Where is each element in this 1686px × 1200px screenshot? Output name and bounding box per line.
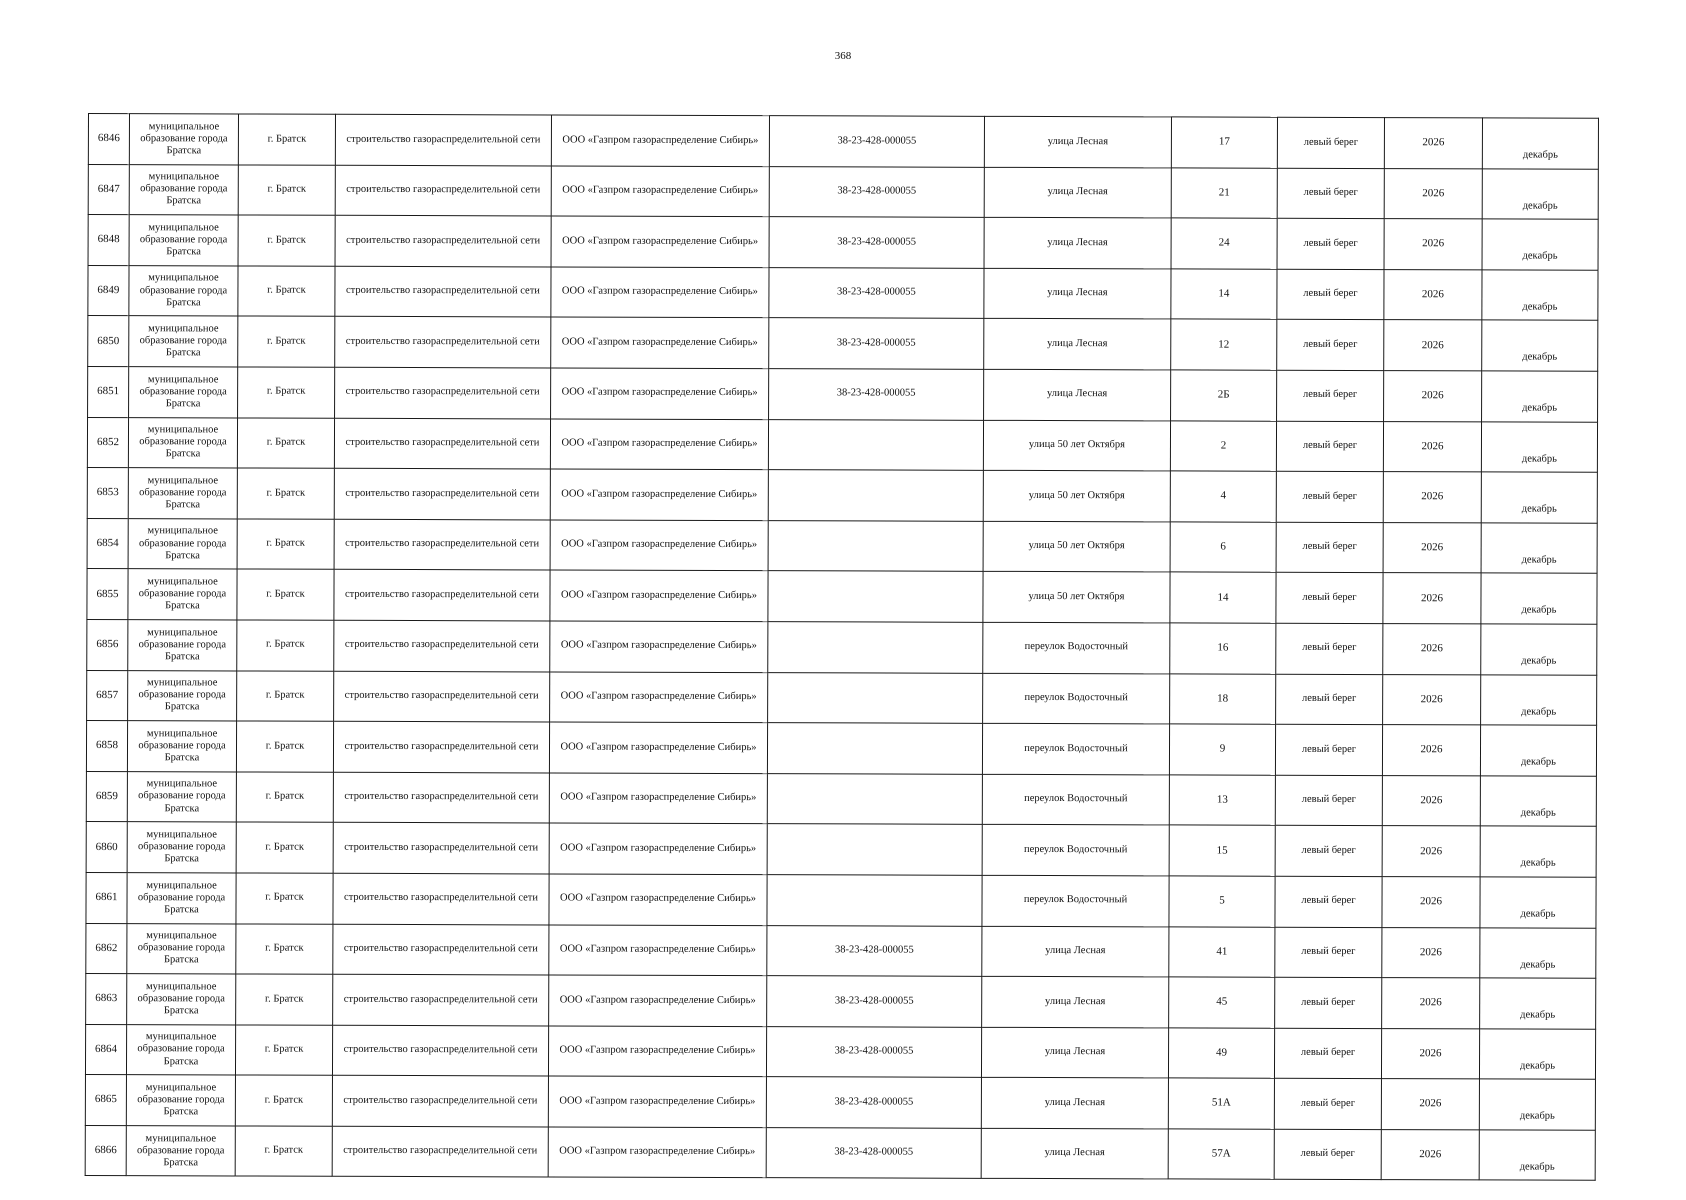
row-number-cell: 6862 [86, 923, 127, 974]
locality-cell: г. Братск [238, 266, 335, 317]
street-cell: улица Лесная [984, 369, 1171, 420]
year-cell: 2026 [1382, 978, 1480, 1029]
work-type-cell: строительство газораспределительной сети [335, 266, 551, 317]
gasification-table [85, 113, 1599, 1181]
house-number-cell: 4 [1170, 471, 1276, 522]
river-bank-cell: левый берег [1274, 1028, 1381, 1079]
work-type-cell: строительство газораспределительной сети [333, 924, 549, 975]
table-row [88, 215, 1598, 270]
row-number-cell: 6855 [87, 569, 128, 620]
table-row [85, 1075, 1595, 1130]
cadastral-number-cell: 38-23-428-000055 [766, 1026, 981, 1077]
month-cell: декабрь [1481, 472, 1597, 523]
river-bank-cell: левый берег [1275, 927, 1382, 978]
month-cell: декабрь [1482, 371, 1598, 422]
organization-cell: ООО «Газпром газораспределение Сибирь» [549, 823, 767, 874]
municipality-cell: муниципальное образование города Братска [129, 367, 238, 418]
street-cell: улица 50 лет Октября [983, 521, 1170, 572]
house-number-cell: 5 [1169, 876, 1275, 927]
row-number-cell: 6852 [87, 417, 128, 468]
work-type-cell: строительство газораспределительной сети [335, 317, 551, 368]
organization-cell: ООО «Газпром газораспределение Сибирь» [549, 722, 767, 773]
street-cell: улица Лесная [984, 167, 1171, 218]
house-number-cell: 9 [1169, 724, 1275, 775]
cadastral-number-cell: 38-23-428-000055 [766, 1128, 981, 1179]
organization-cell: ООО «Газпром газораспределение Сибирь» [551, 166, 769, 217]
year-cell: 2026 [1384, 371, 1482, 422]
year-cell: 2026 [1384, 118, 1482, 169]
month-cell: декабрь [1481, 674, 1597, 725]
year-cell: 2026 [1382, 876, 1480, 927]
row-number-cell: 6853 [87, 468, 128, 519]
house-number-cell: 17 [1171, 117, 1277, 168]
cadastral-number-cell: 38-23-428-000055 [767, 925, 982, 976]
organization-cell: ООО «Газпром газораспределение Сибирь» [550, 570, 768, 621]
street-cell: улица Лесная [981, 1128, 1168, 1179]
organization-cell: ООО «Газпром газораспределение Сибирь» [550, 671, 768, 722]
organization-cell: ООО «Газпром газораспределение Сибирь» [548, 1026, 766, 1077]
municipality-cell: муниципальное образование города Братска [127, 974, 236, 1025]
municipality-cell: муниципальное образование города Братска [128, 569, 237, 620]
cadastral-number-cell [768, 571, 983, 622]
municipality-cell: муниципальное образование города Братска [128, 468, 237, 519]
table-row [87, 468, 1597, 523]
organization-cell: ООО «Газпром газораспределение Сибирь» [551, 216, 769, 267]
work-type-cell: строительство газораспределительной сети [332, 1076, 548, 1127]
house-number-cell: 57А [1168, 1129, 1274, 1180]
month-cell: декабрь [1482, 168, 1598, 219]
river-bank-cell: левый берег [1275, 724, 1382, 775]
row-number-cell: 6849 [88, 265, 129, 316]
municipality-cell: муниципальное образование города Братска [128, 417, 237, 468]
cadastral-number-cell: 38-23-428-000055 [769, 217, 984, 268]
municipality-cell: муниципальное образование города Братска [127, 771, 236, 822]
municipality-cell: муниципальное образование города Братска [129, 316, 238, 367]
river-bank-cell: левый берег [1276, 623, 1383, 674]
river-bank-cell: левый берег [1276, 573, 1383, 624]
locality-cell: г. Братск [238, 165, 335, 216]
street-cell: переулок Водосточный [982, 723, 1169, 774]
locality-cell: г. Братск [235, 1075, 332, 1126]
work-type-cell: строительство газораспределительной сети [334, 519, 550, 570]
municipality-cell: муниципальное образование города Братска [128, 518, 237, 569]
work-type-cell: строительство газораспределительной сети [332, 1126, 548, 1177]
month-cell: декабрь [1482, 320, 1598, 371]
work-type-cell: строительство газораспределительной сети [334, 418, 550, 469]
locality-cell: г. Братск [236, 974, 333, 1025]
street-cell: улица 50 лет Октября [983, 572, 1170, 623]
river-bank-cell: левый берег [1276, 421, 1383, 472]
cadastral-number-cell: 38-23-428-000055 [769, 369, 984, 420]
municipality-cell: муниципальное образование города Братска [128, 670, 237, 721]
house-number-cell: 12 [1171, 319, 1277, 370]
street-cell: переулок Водосточный [983, 622, 1170, 673]
cadastral-number-cell [768, 672, 983, 723]
municipality-cell: муниципальное образование города Братска [128, 620, 237, 671]
organization-cell: ООО «Газпром газораспределение Сибирь» [549, 924, 767, 975]
table-row [88, 366, 1598, 421]
year-cell: 2026 [1383, 472, 1481, 523]
month-cell: декабрь [1480, 978, 1596, 1029]
table-row [86, 872, 1596, 927]
locality-cell: г. Братск [238, 114, 335, 165]
cadastral-number-cell: 38-23-428-000055 [767, 976, 982, 1027]
table-row [86, 822, 1596, 877]
municipality-cell: муниципальное образование города Братска [127, 923, 236, 974]
river-bank-cell: левый берег [1276, 674, 1383, 725]
street-cell: улица 50 лет Октября [983, 420, 1170, 471]
cadastral-number-cell [767, 723, 982, 774]
organization-cell: ООО «Газпром газораспределение Сибирь» [550, 469, 768, 520]
organization-cell: ООО «Газпром газораспределение Сибирь» [549, 874, 767, 925]
month-cell: декабрь [1479, 1130, 1595, 1181]
locality-cell: г. Братск [236, 822, 333, 873]
street-cell: улица Лесная [984, 268, 1171, 319]
house-number-cell: 51А [1168, 1078, 1274, 1129]
river-bank-cell: левый берег [1277, 370, 1384, 421]
river-bank-cell: левый берег [1276, 471, 1383, 522]
table-row [85, 1125, 1595, 1180]
municipality-cell: муниципальное образование города Братска [127, 822, 236, 873]
month-cell: декабрь [1480, 877, 1596, 928]
work-type-cell: строительство газораспределительной сети [333, 974, 549, 1025]
table-row [86, 923, 1596, 978]
house-number-cell: 49 [1168, 1028, 1274, 1079]
month-cell: декабрь [1480, 927, 1596, 978]
organization-cell: ООО «Газпром газораспределение Сибирь» [548, 1076, 766, 1127]
year-cell: 2026 [1381, 1028, 1479, 1079]
organization-cell: ООО «Газпром газораспределение Сибирь» [551, 317, 769, 368]
row-number-cell: 6859 [86, 771, 127, 822]
street-cell: переулок Водосточный [983, 673, 1170, 724]
locality-cell: г. Братск [238, 316, 335, 367]
month-cell: декабрь [1481, 421, 1597, 472]
month-cell: декабрь [1481, 624, 1597, 675]
house-number-cell: 18 [1170, 673, 1276, 724]
house-number-cell: 2Б [1171, 370, 1277, 421]
year-cell: 2026 [1383, 421, 1481, 472]
locality-cell: г. Братск [238, 215, 335, 266]
street-cell: переулок Водосточный [982, 825, 1169, 876]
locality-cell: г. Братск [237, 620, 334, 671]
municipality-cell: муниципальное образование города Братска [127, 873, 236, 924]
year-cell: 2026 [1383, 624, 1481, 675]
organization-cell: ООО «Газпром газораспределение Сибирь» [551, 368, 769, 419]
locality-cell: г. Братск [238, 367, 335, 418]
cadastral-number-cell: 38-23-428-000055 [769, 318, 984, 369]
house-number-cell: 14 [1170, 572, 1276, 623]
river-bank-cell: левый берег [1276, 522, 1383, 573]
table-row [86, 974, 1596, 1029]
table-row [86, 771, 1596, 826]
row-number-cell: 6863 [86, 974, 127, 1025]
organization-cell: ООО «Газпром газораспределение Сибирь» [550, 419, 768, 470]
table-row [87, 518, 1597, 573]
municipality-cell: муниципальное образование города Братска [129, 164, 238, 215]
locality-cell: г. Братск [236, 721, 333, 772]
work-type-cell: строительство газораспределительной сети [335, 367, 551, 418]
locality-cell: г. Братск [236, 772, 333, 823]
work-type-cell: строительство газораспределительной сети [333, 873, 549, 924]
municipality-cell: муниципальное образование города Братска [126, 1126, 235, 1177]
work-type-cell: строительство газораспределительной сети [332, 1025, 548, 1076]
organization-cell: ООО «Газпром газораспределение Сибирь» [551, 115, 769, 166]
river-bank-cell: левый берег [1277, 320, 1384, 371]
river-bank-cell: левый берег [1275, 876, 1382, 927]
street-cell: улица Лесная [984, 319, 1171, 370]
locality-cell: г. Братск [236, 923, 333, 974]
cadastral-number-cell [768, 470, 983, 521]
year-cell: 2026 [1383, 573, 1481, 624]
house-number-cell: 24 [1171, 218, 1277, 269]
locality-cell: г. Братск [237, 468, 334, 519]
year-cell: 2026 [1382, 826, 1480, 877]
row-number-cell: 6854 [87, 518, 128, 569]
cadastral-number-cell: 38-23-428-000055 [769, 166, 984, 217]
row-number-cell: 6865 [85, 1075, 126, 1126]
row-number-cell: 6857 [87, 670, 128, 721]
table-row [87, 417, 1597, 472]
locality-cell: г. Братск [237, 671, 334, 722]
year-cell: 2026 [1384, 320, 1482, 371]
river-bank-cell: левый берег [1274, 1129, 1381, 1180]
organization-cell: ООО «Газпром газораспределение Сибирь» [550, 621, 768, 672]
cadastral-number-cell: 38-23-428-000055 [769, 267, 984, 318]
house-number-cell: 13 [1169, 775, 1275, 826]
organization-cell: ООО «Газпром газораспределение Сибирь» [548, 1127, 766, 1178]
year-cell: 2026 [1384, 269, 1482, 320]
cadastral-number-cell [767, 773, 982, 824]
organization-cell: ООО «Газпром газораспределение Сибирь» [549, 975, 767, 1026]
row-number-cell: 6847 [88, 164, 129, 215]
organization-cell: ООО «Газпром газораспределение Сибирь» [549, 773, 767, 824]
house-number-cell: 45 [1169, 977, 1275, 1028]
month-cell: декабрь [1480, 776, 1596, 827]
work-type-cell: строительство газораспределительной сети [335, 165, 551, 216]
river-bank-cell: левый берег [1277, 117, 1384, 168]
house-number-cell: 14 [1171, 269, 1277, 320]
row-number-cell: 6850 [88, 316, 129, 367]
locality-cell: г. Братск [235, 1126, 332, 1177]
street-cell: улица Лесная [982, 926, 1169, 977]
work-type-cell: строительство газораспределительной сети [333, 823, 549, 874]
row-number-cell: 6864 [85, 1024, 126, 1075]
street-cell: улица 50 лет Октября [983, 470, 1170, 521]
locality-cell: г. Братск [235, 1025, 332, 1076]
row-number-cell: 6860 [86, 822, 127, 873]
page-number: 368 [834, 50, 852, 62]
year-cell: 2026 [1382, 725, 1480, 776]
locality-cell: г. Братск [237, 519, 334, 570]
row-number-cell: 6856 [87, 619, 128, 670]
street-cell: улица Лесная [981, 1078, 1168, 1129]
locality-cell: г. Братск [237, 418, 334, 469]
table-row [86, 721, 1596, 776]
river-bank-cell: левый берег [1274, 1079, 1381, 1130]
cadastral-number-cell [767, 824, 982, 875]
month-cell: декабрь [1480, 725, 1596, 776]
month-cell: декабрь [1480, 826, 1596, 877]
river-bank-cell: левый берег [1277, 218, 1384, 269]
work-type-cell: строительство газораспределительной сети [335, 215, 551, 266]
row-number-cell: 6851 [88, 366, 129, 417]
month-cell: декабрь [1479, 1029, 1595, 1080]
work-type-cell: строительство газораспределительной сети [333, 721, 549, 772]
table-row [87, 670, 1597, 725]
year-cell: 2026 [1384, 219, 1482, 270]
row-number-cell: 6858 [86, 721, 127, 772]
river-bank-cell: левый берег [1277, 269, 1384, 320]
street-cell: улица Лесная [984, 218, 1171, 269]
work-type-cell: строительство газораспределительной сети [335, 114, 551, 165]
row-number-cell: 6861 [86, 872, 127, 923]
municipality-cell: муниципальное образование города Братска [126, 1075, 235, 1126]
street-cell: улица Лесная [982, 976, 1169, 1027]
house-number-cell: 2 [1170, 420, 1276, 471]
cadastral-number-cell [767, 875, 982, 926]
river-bank-cell: левый берег [1275, 826, 1382, 877]
table-row [88, 265, 1598, 320]
year-cell: 2026 [1382, 927, 1480, 978]
table-row [88, 114, 1598, 169]
month-cell: декабрь [1479, 1079, 1595, 1130]
month-cell: декабрь [1482, 270, 1598, 321]
municipality-cell: муниципальное образование города Братска [127, 721, 236, 772]
house-number-cell: 16 [1170, 623, 1276, 674]
year-cell: 2026 [1381, 1129, 1479, 1180]
municipality-cell: муниципальное образование города Братска [126, 1024, 235, 1075]
cadastral-number-cell: 38-23-428-000055 [769, 116, 984, 167]
river-bank-cell: левый берег [1277, 168, 1384, 219]
month-cell: декабрь [1482, 118, 1598, 169]
year-cell: 2026 [1383, 674, 1481, 725]
locality-cell: г. Братск [237, 569, 334, 620]
work-type-cell: строительство газораспределительной сети [334, 620, 550, 671]
house-number-cell: 41 [1169, 926, 1275, 977]
table-row [88, 316, 1598, 371]
house-number-cell: 6 [1170, 522, 1276, 573]
work-type-cell: строительство газораспределительной сети [334, 570, 550, 621]
table-row [85, 1024, 1595, 1079]
municipality-cell: муниципальное образование города Братска [129, 215, 238, 266]
cadastral-number-cell [768, 520, 983, 571]
year-cell: 2026 [1382, 775, 1480, 826]
municipality-cell: муниципальное образование города Братска [129, 265, 238, 316]
table-body [85, 114, 1598, 1181]
house-number-cell: 21 [1171, 167, 1277, 218]
street-cell: переулок Водосточный [982, 875, 1169, 926]
table-row [88, 164, 1598, 219]
organization-cell: ООО «Газпром газораспределение Сибирь» [551, 267, 769, 318]
cadastral-number-cell [768, 419, 983, 470]
table-row [87, 619, 1597, 674]
cadastral-number-cell: 38-23-428-000055 [766, 1077, 981, 1128]
street-cell: улица Лесная [981, 1027, 1168, 1078]
work-type-cell: строительство газораспределительной сети [334, 468, 550, 519]
row-number-cell: 6846 [88, 114, 129, 165]
work-type-cell: строительство газораспределительной сети [334, 671, 550, 722]
month-cell: декабрь [1481, 573, 1597, 624]
year-cell: 2026 [1381, 1079, 1479, 1130]
month-cell: декабрь [1482, 219, 1598, 270]
year-cell: 2026 [1384, 168, 1482, 219]
year-cell: 2026 [1383, 522, 1481, 573]
table-row [87, 569, 1597, 624]
row-number-cell: 6848 [88, 215, 129, 266]
house-number-cell: 15 [1169, 825, 1275, 876]
organization-cell: ООО «Газпром газораспределение Сибирь» [550, 520, 768, 571]
river-bank-cell: левый берег [1275, 977, 1382, 1028]
street-cell: улица Лесная [984, 116, 1171, 167]
work-type-cell: строительство газораспределительной сети [333, 772, 549, 823]
month-cell: декабрь [1481, 523, 1597, 574]
street-cell: переулок Водосточный [982, 774, 1169, 825]
cadastral-number-cell [768, 622, 983, 673]
locality-cell: г. Братск [236, 873, 333, 924]
municipality-cell: муниципальное образование города Братска [129, 114, 238, 165]
river-bank-cell: левый берег [1275, 775, 1382, 826]
row-number-cell: 6866 [85, 1125, 126, 1176]
